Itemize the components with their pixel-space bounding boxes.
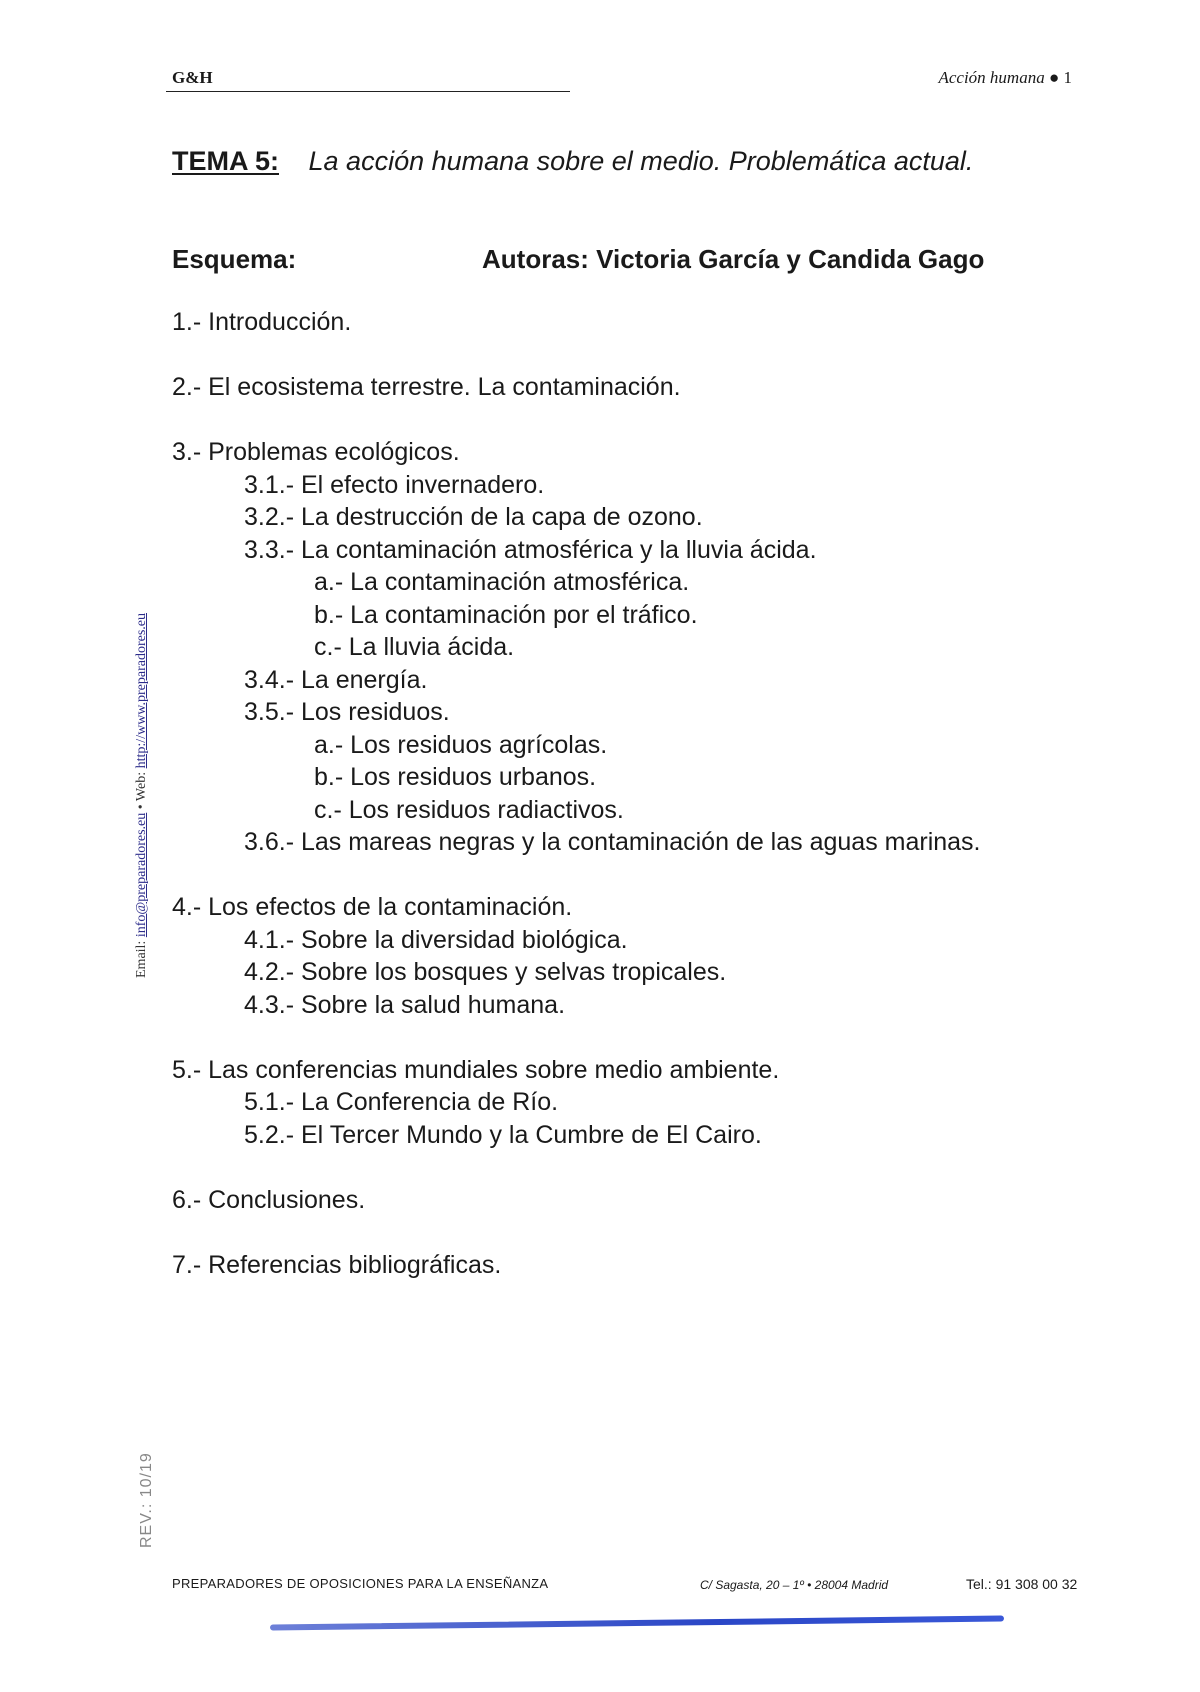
outline-subsubitem: a.- Los residuos agrícolas. — [314, 730, 608, 759]
web-link[interactable]: http://www.preparadores.eu — [134, 612, 149, 769]
outline-item: 7.- Referencias bibliográficas. — [172, 1250, 502, 1279]
outline-subitem: 4.3.- Sobre la salud humana. — [244, 990, 566, 1019]
footer-phone: Tel.: 91 308 00 32 — [966, 1576, 1078, 1592]
header-brand: G&H — [172, 68, 213, 87]
footer-organization: PREPARADORES DE OPOSICIONES PARA LA ENSEÑANZA — [172, 1576, 549, 1591]
outline-subsubitem: a.- La contaminación atmosférica. — [314, 568, 690, 596]
outline-subsubitem: c.- Los residuos radiactivos. — [314, 795, 624, 824]
outline-item: 2.- El ecosistema terrestre. La contaminación. — [172, 373, 681, 401]
outline-item: 3.- Problemas ecológicos. — [172, 438, 460, 466]
outline-item: 4.- Los efectos de la contaminación. — [172, 893, 573, 921]
outline-subitem: 4.1.- Sobre la diversidad biológica. — [244, 925, 628, 954]
outline-subitem: 3.5.- Los residuos. — [244, 698, 450, 726]
outline-item: 5.- Las conferencias mundiales sobre medio ambiente. — [172, 1055, 780, 1084]
header-running-title — [938, 68, 1072, 88]
page-number: 1 — [1063, 68, 1072, 87]
tema-label: TEMA 5: — [172, 146, 279, 176]
header-rule — [166, 91, 570, 92]
bullet-icon: ● — [1048, 68, 1060, 87]
side-contact — [134, 613, 150, 978]
running-title-text: Acción humana — [938, 68, 1045, 87]
email-label: Email: — [134, 937, 149, 978]
outline-subitem: 5.1.- La Conferencia de Río. — [244, 1088, 559, 1116]
esquema-label: Esquema: — [172, 244, 297, 274]
footer-address: C/ Sagasta, 20 – 1º • 28004 Madrid — [700, 1578, 889, 1592]
outline-subsubitem: b.- Los residuos urbanos. — [314, 763, 597, 791]
outline-subitem: 4.2.- Sobre los bosques y selvas tropicales. — [244, 958, 727, 986]
outline-subitem: 5.2.- El Tercer Mundo y la Cumbre de El Cairo. — [244, 1120, 762, 1149]
outline-item: 1.- Introducción. — [172, 308, 352, 336]
outline-subitem: 3.1.- El efecto invernadero. — [244, 470, 545, 499]
email-link[interactable]: info@preparadores.eu — [134, 812, 149, 938]
outline-subsubitem: b.- La contaminación por el tráfico. — [314, 600, 698, 629]
footer-decorative-line — [270, 1616, 1004, 1631]
authors: Autoras: Victoria García y Candida Gago — [482, 244, 985, 274]
outline-subitem: 3.6.- Las mareas negras y la contaminación de las aguas marinas. — [244, 828, 981, 856]
outline-subitem: 3.3.- La contaminación atmosférica y la lluvia ácida. — [244, 535, 817, 564]
tema-heading — [172, 146, 973, 177]
revision-label: REV.: 10/19 — [138, 1452, 155, 1548]
tema-title: La acción humana sobre el medio. Problemática actual. — [308, 146, 974, 176]
web-label: • Web: — [134, 768, 149, 813]
outline-subitem: 3.2.- La destrucción de la capa de ozono. — [244, 503, 703, 531]
outline-item: 6.- Conclusiones. — [172, 1185, 366, 1214]
outline-subitem: 3.4.- La energía. — [244, 665, 428, 694]
outline-subsubitem: c.- La lluvia ácida. — [314, 633, 515, 661]
outline — [172, 306, 981, 1281]
